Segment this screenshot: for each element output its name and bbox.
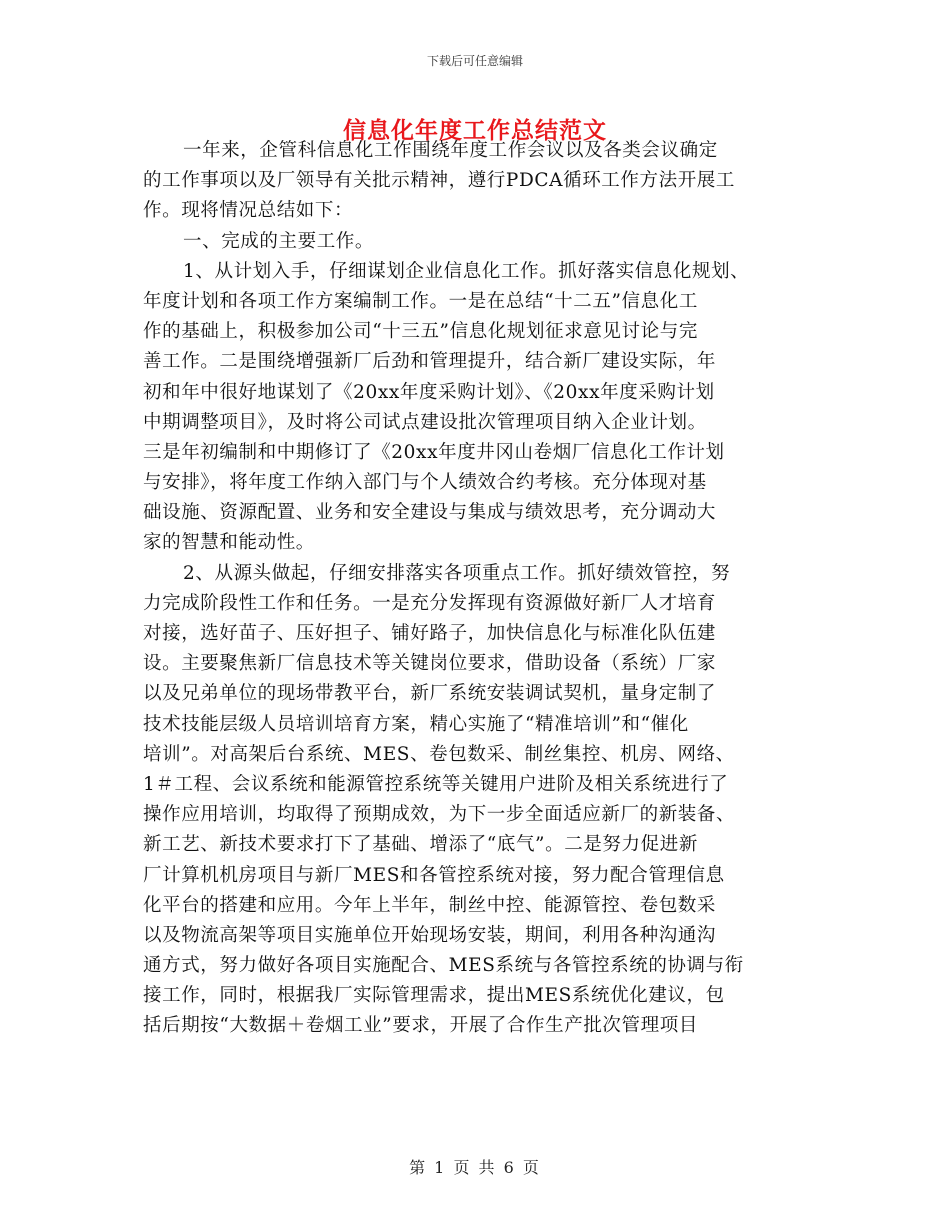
text-line: 2、从源头做起，仔细安排落实各项重点工作。抓好绩效管控，努 bbox=[183, 562, 731, 584]
text-line: 设。主要聚焦新厂信息技术等关键岗位要求，借助设备（系统）厂家 bbox=[143, 653, 717, 675]
text-line: 以及兄弟单位的现场带教平台，新厂系统安装调试契机，量身定制了 bbox=[143, 683, 717, 705]
text-line: 操作应用培训，均取得了预期成效，为下一步全面适应新厂的新装备、 bbox=[143, 804, 736, 826]
header-note: 下载后可任意编辑 bbox=[426, 54, 523, 68]
text-line: 新工艺、新技术要求打下了基础、增添了“底气”。二是努力促进新 bbox=[143, 834, 698, 856]
text-line: 技术技能层级人员培训培育方案，精心实施了“精准培训”和“催化 bbox=[143, 713, 689, 735]
text-line: 1、从计划入手，仔细谋划企业信息化工作。抓好落实信息化规划、 bbox=[183, 260, 750, 282]
text-line: 础设施、资源配置、业务和安全建设与集成与绩效思考，充分调动大 bbox=[143, 502, 717, 524]
text-line: 的工作事项以及厂领导有关批示精神，遵行PDCA循环工作方法开展工 bbox=[143, 170, 735, 192]
text-line: 厂计算机机房项目与新厂MES和各管控系统对接，努力配合管理信息 bbox=[143, 864, 725, 886]
text-line: 一年来，企管科信息化工作围绕年度工作会议以及各类会议确定 bbox=[183, 140, 718, 161]
text-line: 家的智慧和能动性。 bbox=[143, 532, 315, 554]
text-line: 化平台的搭建和应用。今年上半年，制丝中控、能源管控、卷包数采 bbox=[143, 894, 717, 916]
document-body bbox=[143, 136, 823, 1042]
document-title: 信息化年度工作总结范文 bbox=[343, 117, 607, 144]
text-line: 作的基础上，积极参加公司“十三五”信息化规划征求意见讨论与完 bbox=[143, 321, 698, 343]
text-line: 括后期按“大数据＋卷烟工业”要求，开展了合作生产批次管理项目 bbox=[143, 1015, 698, 1037]
text-line: 中期调整项目》，及时将公司试点建设批次管理项目纳入企业计划。 bbox=[143, 411, 707, 433]
text-line: 一、完成的主要工作。 bbox=[183, 230, 375, 252]
text-line: 力完成阶段性工作和任务。一是充分发挥现有资源做好新厂人才培育 bbox=[143, 592, 717, 614]
text-line: 三是年初编制和中期修订了《20xx年度井冈山卷烟厂信息化工作计划 bbox=[143, 441, 725, 463]
text-line: 初和年中很好地谋划了《20xx年度采购计划》、《20xx年度采购计划 bbox=[143, 381, 715, 403]
text-line: 善工作。二是围绕增强新厂后劲和管理提升，结合新厂建设实际，年 bbox=[143, 351, 717, 373]
text-line: 1＃工程、会议系统和能源管控系统等关键用户进阶及相关系统进行了 bbox=[143, 773, 729, 795]
page-footer: 第 1 页 共 6 页 bbox=[409, 1158, 541, 1177]
text-line: 培训”。对高架后台系统、MES、卷包数采、制丝集控、机房、网络、 bbox=[143, 743, 735, 765]
text-line: 接工作，同时，根据我厂实际管理需求，提出MES系统优化建议，包 bbox=[143, 985, 725, 1007]
text-line: 作。现将情况总结如下： bbox=[143, 200, 354, 222]
text-line: 对接，选好苗子、压好担子、铺好路子，加快信息化与标准化队伍建 bbox=[143, 623, 717, 644]
text-line: 与安排》，将年度工作纳入部门与个人绩效合约考核。充分体现对基 bbox=[143, 472, 707, 494]
text-line: 年度计划和各项工作方案编制工作。一是在总结“十二五”信息化工 bbox=[143, 290, 698, 312]
text-line: 通方式，努力做好各项目实施配合、MES系统与各管控系统的协调与衔 bbox=[143, 955, 744, 977]
text-line: 以及物流高架等项目实施单位开始现场安装，期间，利用各种沟通沟 bbox=[143, 924, 717, 946]
